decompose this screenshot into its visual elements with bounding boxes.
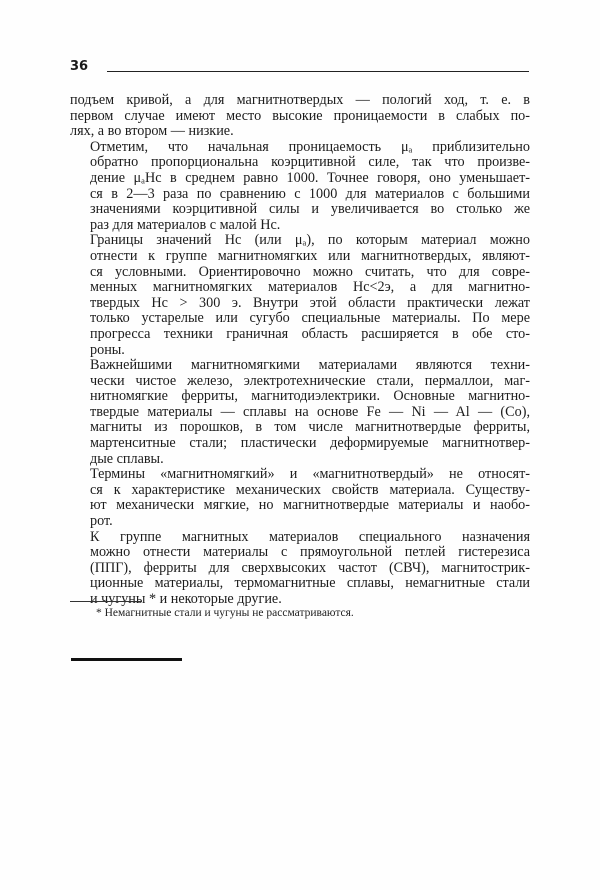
text-line: К группе магнитных материалов специального назначения	[90, 528, 530, 545]
text-line: дение μₐHc в среднем равно 1000. Точнее говоря, оно уменьшает-	[90, 169, 530, 186]
text-line: подъем кривой, а для магнитнотвердых — пологий ход, т. е. в	[70, 92, 530, 108]
paragraph-2	[70, 140, 530, 234]
page-number: 36	[70, 59, 89, 74]
paragraph-4	[70, 358, 530, 467]
text-line: ся к характеристике механических свойств материала. Существу-	[90, 481, 530, 498]
text-line: первом случае имеют место высокие проницаемости в слабых по-	[70, 107, 530, 124]
text-line: отнести к группе магнитномягких или магнитнотвердых, являют-	[90, 247, 530, 264]
text-line: прогресса техники граничная область расширяется в обе сто-	[90, 325, 530, 342]
paragraph-6	[70, 530, 530, 608]
text-line: Отметим, что начальная проницаемость μₐ приблизительно	[90, 138, 530, 155]
text-line: нитномягкие ферриты, магнитодиэлектрики. Основные магнитно-	[90, 388, 530, 405]
paragraph-5	[70, 467, 530, 529]
footnote: * Немагнитные стали и чугуны не рассматриваются.	[96, 607, 354, 619]
text-line: ционные материалы, термомагнитные сплавы, немагнитные стали	[90, 575, 530, 592]
text-line: Термины «магнитномягкий» и «магнитнотвердый» не относят-	[90, 466, 530, 483]
text-line: можно отнести материалы с прямоугольной петлей гистерезиса	[90, 544, 530, 561]
text-line: ют механически мягкие, но магнитнотвердые материалы и наобо-	[90, 497, 530, 514]
text-line: твердых Hc > 300 э. Внутри этой области практически лежат	[90, 294, 530, 311]
text-line: роны.	[90, 341, 125, 358]
text-line: и чугуны * и некоторые другие.	[90, 591, 282, 607]
text-line: чески чистое железо, электротехнические стали, пермаллои, маг-	[90, 372, 530, 389]
text-line: ся условными. Ориентировочно можно считать, что для совре-	[90, 263, 530, 280]
text-line: лях, а во втором — низкие.	[70, 123, 234, 140]
text-line: (ППГ), ферриты для сверхвысоких частот (СВЧ), магнитострик-	[90, 559, 530, 576]
body-text	[70, 93, 530, 608]
text-line: твердые материалы — сплавы на основе Fe — Ni — Al — (Co),	[90, 403, 530, 420]
text-line: раз для материалов с малой Hc.	[90, 216, 281, 233]
text-line: ся в 2—3 раза по сравнению с 1000 для материалов с большими	[90, 185, 530, 202]
text-line: рот.	[90, 513, 113, 530]
text-line: Границы значений Hc (или μₐ), по которым материал можно	[90, 232, 530, 249]
footnote-rule	[70, 601, 142, 602]
text-line: только устарелые или сугубо специальные материалы. По мере	[90, 310, 530, 327]
text-line: мартенситные стали; пластически деформируемые магнитнотвер-	[90, 435, 530, 452]
decorative-bar	[71, 658, 182, 661]
text-line: менных магнитномягких материалов Hc<2э, а для магнитно-	[90, 279, 530, 296]
text-line: дые сплавы.	[90, 450, 164, 467]
text-line: магниты из порошков, в том числе магнитнотвердые ферриты,	[90, 419, 530, 436]
paragraph-3	[70, 233, 530, 358]
text-line: значениями коэрцитивной силы и увеличивается во столько же	[90, 201, 530, 218]
header-rule	[107, 71, 529, 72]
text-line: обратно пропорциональна коэрцитивной силе, так что произве-	[90, 154, 530, 171]
text-line: Важнейшими магнитномягкими материалами являются техни-	[90, 357, 530, 374]
paragraph-1	[70, 93, 530, 140]
